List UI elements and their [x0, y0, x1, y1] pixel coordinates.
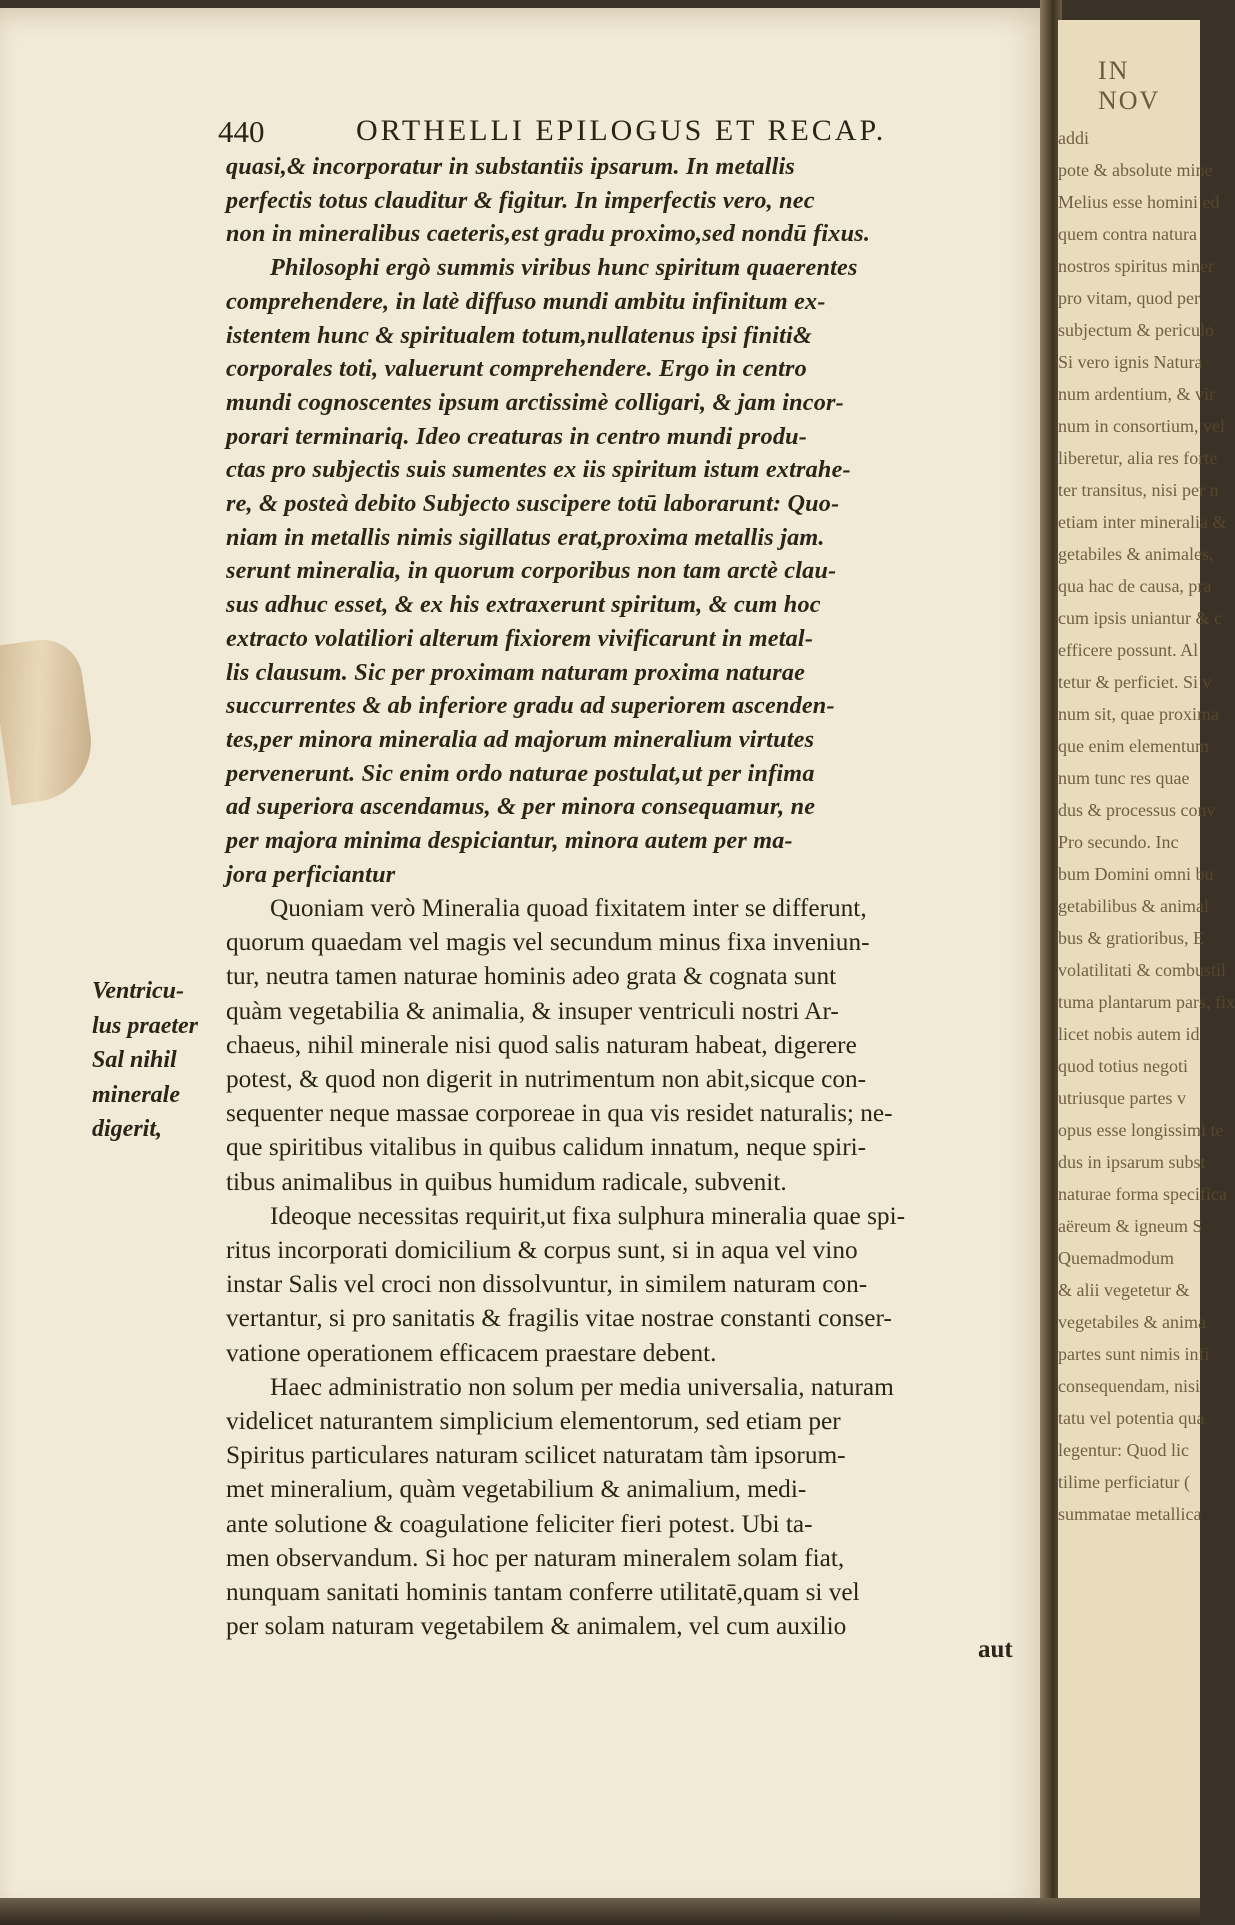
facing-page-line: num sit, quae proxima: [1058, 704, 1219, 724]
book-page: [0, 8, 1048, 1913]
italic-text-line: comprehendere, in latè diffuso mundi ambitu infinitum ex-: [226, 287, 826, 315]
facing-page-line: num ardentium, & vir: [1058, 384, 1215, 404]
margin-note-line: digerit,: [92, 1116, 162, 1142]
facing-page-line: ter transitus, nisi per n: [1058, 480, 1219, 500]
facing-page-line: pro vitam, quod per: [1058, 288, 1200, 308]
facing-page-line: getabilibus & animal: [1058, 896, 1209, 916]
facing-page-line: partes sunt nimis infi: [1058, 1344, 1210, 1364]
facing-page-line: cum ipsis uniantur & c: [1058, 608, 1222, 628]
body-text-line: instar Salis vel croci non dissolvuntur, in similem naturam con-: [226, 1270, 868, 1299]
body-text-line: chaeus, nihil minerale nisi quod salis naturam habeat, digerere: [226, 1030, 857, 1059]
margin-note-line: Ventricu-: [92, 978, 185, 1004]
facing-page-line: opus esse longissimi te: [1058, 1120, 1224, 1140]
facing-page-line: dus & processus conv: [1058, 800, 1216, 820]
margin-note-line: lus praeter: [92, 1012, 199, 1039]
italic-text-line: succurrentes & ab inferiore gradu ad superiorem ascenden-: [226, 692, 835, 720]
body-text-line: vatione operationem efficacem praestare debent.: [226, 1338, 717, 1367]
italic-text-line: perfectis totus clauditur & figitur. In imperfectis vero, nec: [226, 186, 815, 214]
body-text-line: potest, & quod non digerit in nutrimentum non abit,sicque con-: [226, 1065, 867, 1094]
italic-text-line: porari terminariq. Ideo creaturas in centro mundi produ-: [226, 422, 808, 450]
facing-page-line: num in consortium, vel: [1058, 416, 1225, 436]
italic-text-line: mundi cognoscentes ipsum arctissimè colligari, & jam incor-: [226, 388, 844, 416]
facing-page-line: pote & absolute mine: [1058, 160, 1213, 180]
facing-page-line: legentur: Quod lic: [1058, 1440, 1189, 1460]
italic-text-line: serunt mineralia, in quorum corporibus non tam arctè clau-: [226, 557, 837, 585]
catchword: aut: [978, 1636, 1013, 1663]
running-head: [218, 110, 1018, 152]
facing-page-line: subjectum & periculo: [1058, 320, 1214, 340]
facing-page-line: Pro secundo. Inc: [1058, 832, 1179, 852]
facing-page-line: bus & gratioribus, E: [1058, 928, 1204, 948]
italic-text-line: per majora minima despiciantur, minora autem per ma-: [226, 827, 793, 855]
body-text-line: Ideoque necessitas requirit,ut fixa sulphura mineralia quae spi-: [270, 1201, 906, 1230]
facing-page-line: tatu vel potentia qua: [1058, 1408, 1205, 1428]
facing-page-line: & alii vegetetur &: [1058, 1280, 1190, 1300]
body-text-line: Haec administratio non solum per media universalia, naturam: [270, 1372, 894, 1401]
facing-page-line: Melius esse homini ed: [1058, 192, 1220, 212]
italic-text-line: jora perficiantur: [226, 860, 396, 888]
italic-text-line: sus adhuc esset, & ex his extraxerunt spiritum, & cum hoc: [226, 591, 821, 619]
facing-page-line: bum Domini omni bu: [1058, 864, 1214, 884]
facing-page-line: volatilitati & combustil: [1058, 960, 1226, 980]
italic-text-line: tes,per minora mineralia ad majorum mineralium virtutes: [226, 725, 815, 753]
margin-note: [92, 974, 222, 1147]
italic-text-line: extracto volatiliori alterum fixiorem vivificarunt in metal-: [226, 624, 814, 652]
italic-text-line: niam in metallis nimis sigillatus erat,proxima metallis jam.: [226, 523, 825, 551]
facing-page-line: liberetur, alia res forte: [1058, 448, 1218, 468]
facing-page-line: nostros spiritus miner: [1058, 256, 1214, 276]
facing-page-header: IN NOV: [1098, 56, 1161, 115]
facing-page-line: quod totius negoti: [1058, 1056, 1188, 1076]
italic-text-line: re, & posteà debito Subjecto suscipere totū laborarunt: Quo-: [226, 490, 840, 518]
facing-page-line: utriusque partes v: [1058, 1088, 1186, 1108]
italic-text-line: ad superiora ascendamus, & per minora consequamur, ne: [226, 793, 816, 821]
margin-note-line: minerale: [92, 1081, 180, 1108]
body-text-line: men observandum. Si hoc per naturam mineralem solam fiat,: [226, 1543, 845, 1572]
body-text-block: [226, 891, 1016, 1643]
body-text-line: ritus incorporati domicilium & corpus sunt, si in aqua vel vino: [226, 1236, 858, 1265]
body-text-line: Quoniam verò Mineralia quoad fixitatem inter se differunt,: [270, 894, 867, 922]
facing-page-line: Si vero ignis Natura: [1058, 352, 1203, 372]
body-text-line: tibus animalibus in quibus humidum radicale, subvenit.: [226, 1167, 787, 1196]
italic-text-line: quasi,& incorporatur in substantiis ipsarum. In metallis: [226, 153, 796, 180]
facing-page-line: num tunc res quae: [1058, 768, 1190, 788]
facing-page-line: naturae forma specifica: [1058, 1184, 1227, 1204]
facing-page-line: getabiles & animales,: [1058, 544, 1214, 564]
facing-page: [1058, 20, 1235, 1900]
page-bottom-edge: [0, 1898, 1200, 1925]
facing-page-line: vegetabiles & anima: [1058, 1312, 1206, 1332]
facing-page-line: quem contra natura: [1058, 224, 1197, 244]
facing-page-line: aëreum & igneum S: [1058, 1216, 1203, 1236]
italic-text-line: pervenerunt. Sic enim ordo naturae postulat,ut per infima: [226, 759, 815, 787]
body-text-line: quàm vegetabilia & animalia, & insuper ventriculi nostri Ar-: [226, 996, 839, 1025]
page-number: 440: [218, 114, 265, 149]
body-text-line: Spiritus particulares naturam scilicet naturatam tàm ipsorum-: [226, 1441, 846, 1470]
facing-page-line: efficere possunt. Al: [1058, 640, 1199, 660]
body-text-line: que spiritibus vitalibus in quibus calidum innatum, neque spiri-: [226, 1133, 867, 1162]
facing-page-line: tetur & perficiet. Si v: [1058, 672, 1212, 692]
italic-text-line: ctas pro subjectis suis sumentes ex iis spiritum istum extrahe-: [226, 456, 851, 484]
body-text-line: videlicet naturantem simplicium elementorum, sed etiam per: [226, 1407, 841, 1436]
facing-page-line: qua hac de causa, pra: [1058, 576, 1212, 596]
body-text-line: per solam naturam vegetabilem & animalem, vel cum auxilio: [226, 1612, 847, 1641]
facing-page-line: addi: [1058, 128, 1089, 148]
body-text-line: nunquam sanitati hominis tantam conferre utilitatē,quam si vel: [226, 1578, 860, 1607]
italic-text-line: corporales toti, valuerunt comprehendere. Ergo in centro: [226, 355, 807, 383]
italic-text-line: lis clausum. Sic per proximam naturam proxima naturae: [226, 658, 806, 686]
italic-text-line: istentem hunc & spiritualem totum,nullatenus ipsi finiti&: [226, 321, 812, 349]
italic-text-line: Philosophi ergò summis viribus hunc spiritum quaerentes: [270, 254, 858, 282]
margin-note-line: Sal nihil: [92, 1047, 177, 1073]
body-text-line: sequenter neque massae corporeae in qua vis residet naturalis; ne-: [226, 1099, 893, 1128]
facing-page-line: consequendam, nisi: [1058, 1376, 1200, 1396]
facing-page-text: [1058, 122, 1235, 1530]
body-text-line: met mineralium, quàm vegetabilium & animalium, medi-: [226, 1475, 807, 1504]
running-title: ORTHELLI EPILOGUS ET RECAP.: [356, 114, 887, 147]
facing-page-line: licet nobis autem id: [1058, 1024, 1200, 1044]
body-text-line: ante solutione & coagulatione feliciter fieri potest. Ubi ta-: [226, 1509, 813, 1538]
italic-text-line: non in mineralibus caeteris,est gradu proximo,sed nondū fixus.: [226, 220, 871, 248]
facing-page-line: summatae metallica: [1058, 1504, 1202, 1524]
facing-page-line: etiam inter mineralia &: [1058, 512, 1227, 532]
body-text-line: vertantur, si pro sanitatis & fragilis vitae nostrae constanti conser-: [226, 1304, 892, 1333]
body-text-line: tur, neutra tamen naturae hominis adeo grata & cognata sunt: [226, 962, 837, 991]
facing-page-line: dus in ipsarum subst: [1058, 1152, 1206, 1172]
facing-page-line: Quemadmodum: [1058, 1248, 1174, 1268]
italic-quotation-block: [226, 150, 1008, 891]
facing-page-line: tilime perficiatur (: [1058, 1472, 1190, 1492]
facing-page-line: tuma plantarum pars, fix: [1058, 992, 1235, 1012]
body-text-line: quorum quaedam vel magis vel secundum minus fixa inveniun-: [226, 928, 870, 957]
facing-page-line: que enim elementum: [1058, 736, 1209, 756]
